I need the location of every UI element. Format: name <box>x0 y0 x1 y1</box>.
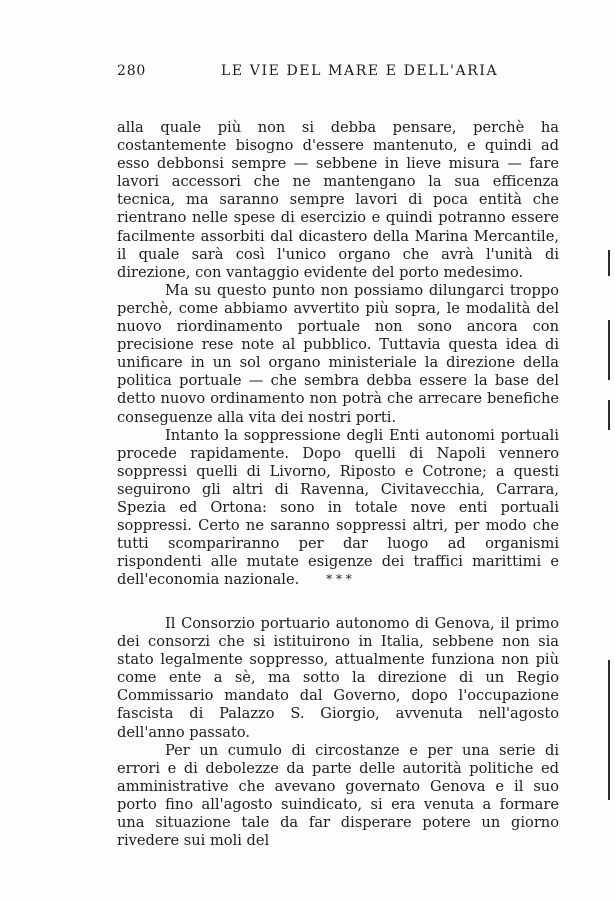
scan-edge-mark <box>608 400 610 430</box>
paragraph: Intanto la soppressione degli Enti autonomi portuali procede rapidamente. Dopo quelli di Napoli vennero soppressi quelli di Livorno, Riposto e Cotrone; a questi seguirono gli altri di Ravenna, Civitavecchia, Carrara, Spezia ed Ortona: sono in totale nove enti portuali soppressi. Certo ne saranno soppressi altri, per modo che tutti scompariranno per dar luogo ad organismi rispondenti alle mutate esigenze dei traffici marittimi e dell'economia nazionale. <box>117 426 559 589</box>
scan-edge-mark <box>608 250 610 276</box>
paragraph: Ma su questo punto non possiamo dilungarci troppo perchè, come abbiamo avvertito più sopra, le modalità del nuovo riordinamento portuale non sono ancora con precisione rese note al pubblico. Tuttavia questa idea di unificare in un sol organo ministeriale la direzione della politica portuale — che sembra debba essere la base del detto nuovo ordinamento non potrà che arrecare benefiche conseguenze alla vita dei nostri porti. <box>117 281 559 426</box>
scan-edge-mark <box>608 320 610 380</box>
text-block-lower <box>117 615 559 850</box>
section-break-asterism <box>324 574 354 584</box>
page-number: 280 <box>117 63 147 79</box>
paragraph-continuation: alla quale più non si debba pensare, perchè ha costantemente bisogno d'essere mantenuto, e quindi ad esso debbonsi sempre — sebbene in lieve misura — fare lavori accessori che ne mantengano la sua efficenza tecnica, ma saranno sempre lavori di poca entità che rientrano nelle spese di esercizio e quindi potranno essere facilmente assorbiti dal dicastero della Marina Mercantile, il quale sarà così l'unico organo che avrà l'unità di direzione, con vantaggio evidente del porto medesimo. <box>117 119 559 281</box>
paragraph: Il Consorzio portuario autonomo di Genova, il primo dei consorzi che si istituirono in Italia, sebbene non sia stato legalmente soppresso, attualmente funziona non più come ente a sè, ma sotto la direzione di un Regio Commissario mandato dal Governo, dopo l'occupazione fascista di Palazzo S. Giorgio, avvenuta nell'agosto dell'anno passato. <box>117 615 559 741</box>
paragraph: Per un cumulo di circostanze e per una serie di errori e di debolezze da parte delle autorità politiche ed amministrative che avevano governato Genova e il suo porto fino all'agosto suindicato, si era venuta a formare una situazione tale da far disperare potere un giorno rivedere sui moli del <box>117 741 559 850</box>
running-title: LE VIE DEL MARE E DELL'ARIA <box>221 63 499 79</box>
page-header <box>117 63 557 83</box>
asterism-glyphs: * * * <box>326 572 352 586</box>
text-block-upper <box>117 119 559 589</box>
scan-edge-mark <box>608 660 610 800</box>
